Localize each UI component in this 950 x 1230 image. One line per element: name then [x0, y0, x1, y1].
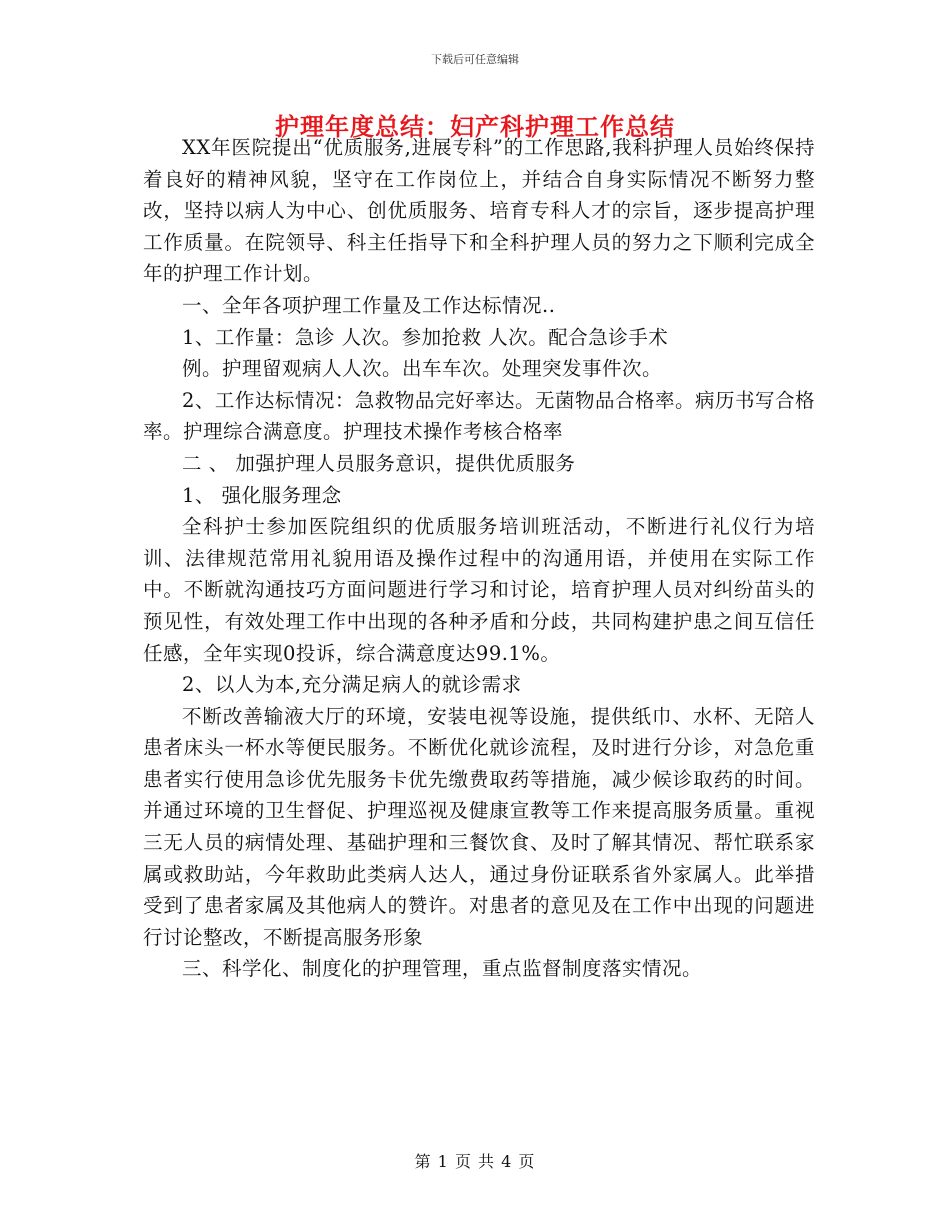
paragraph-standards: 2、工作达标情况：急救物品完好率达。无菌物品合格率。病历书写合格率。护理综合满意度。护理技术操作考核合格率: [143, 388, 815, 444]
paragraph-service-training: 全科护士参加医院组织的优质服务培训班活动，不断进行礼仪行为培训、法律规范常用礼貌用语及操作过程中的沟通用语，并使用在实际工作中。不断就沟通技巧方面问题进行学习和讨论，培育护理人员对纠纷苗头的预见性，有效处理工作中出现的各种矛盾和分歧，共同构建护患之间互信任任感，全年实现0投诉，综合满意度达99.1%。: [143, 515, 815, 665]
subsection-heading-1: 1、 强化服务理念: [182, 483, 342, 507]
section-heading-1: 一、全年各项护理工作量及工作达标情况..: [182, 293, 556, 317]
section-heading-2: 二 、 加强护理人员服务意识，提供优质服务: [182, 451, 576, 475]
subsection-heading-2: 2、以人为本,充分满足病人的就诊需求: [182, 673, 522, 697]
paragraph-patient-needs: 不断改善输液大厅的环境，安装电视等设施，提供纸巾、水杯、无陪人患者床头一杯水等便民服务。不断优化就诊流程，及时进行分诊，对急危重患者实行使用急诊优先服务卡优先缴费取药等措施，减少候诊取药的时间。并通过环境的卫生督促、护理巡视及健康宣教等工作来提高服务质量。重视三无人员的病情处理、基础护理和三餐饮食、及时了解其情况、帮忙联系家属或救助站，今年救助此类病人达人，通过身份证联系省外家属人。此举措受到了患者家属及其他病人的赞许。对患者的意见及在工作中出现的问题进行讨论整改，不断提高服务形象: [143, 704, 815, 949]
page-header-note: 下载后可任意编辑: [431, 53, 519, 66]
page-number: 第 1 页 共 4 页: [414, 1152, 536, 1171]
document-title: 护理年度总结：妇产科护理工作总结: [275, 113, 675, 141]
section-heading-3: 三、科学化、制度化的护理管理，重点监督制度落实情况。: [182, 957, 703, 981]
paragraph-workload-cont: 例。护理留观病人人次。出车车次。处理突发事件次。: [182, 357, 663, 381]
paragraph-workload: 1、工作量：急诊 人次。参加抢救 人次。配合急诊手术: [182, 325, 669, 349]
paragraph-intro: XX年医院提出“优质服务,进展专科”的工作思路,我科护理人员始终保持着良好的精神风貌，坚守在工作岗位上，并结合自身实际情况不断努力整改，坚持以病人为中心、创优质服务、培育专科人才的宗旨，逐步提高护理工作质量。在院领导、科主任指导下和全科护理人员的努力之下顺利完成全年的护理工作计划。: [143, 136, 815, 286]
document-body: [143, 132, 815, 985]
